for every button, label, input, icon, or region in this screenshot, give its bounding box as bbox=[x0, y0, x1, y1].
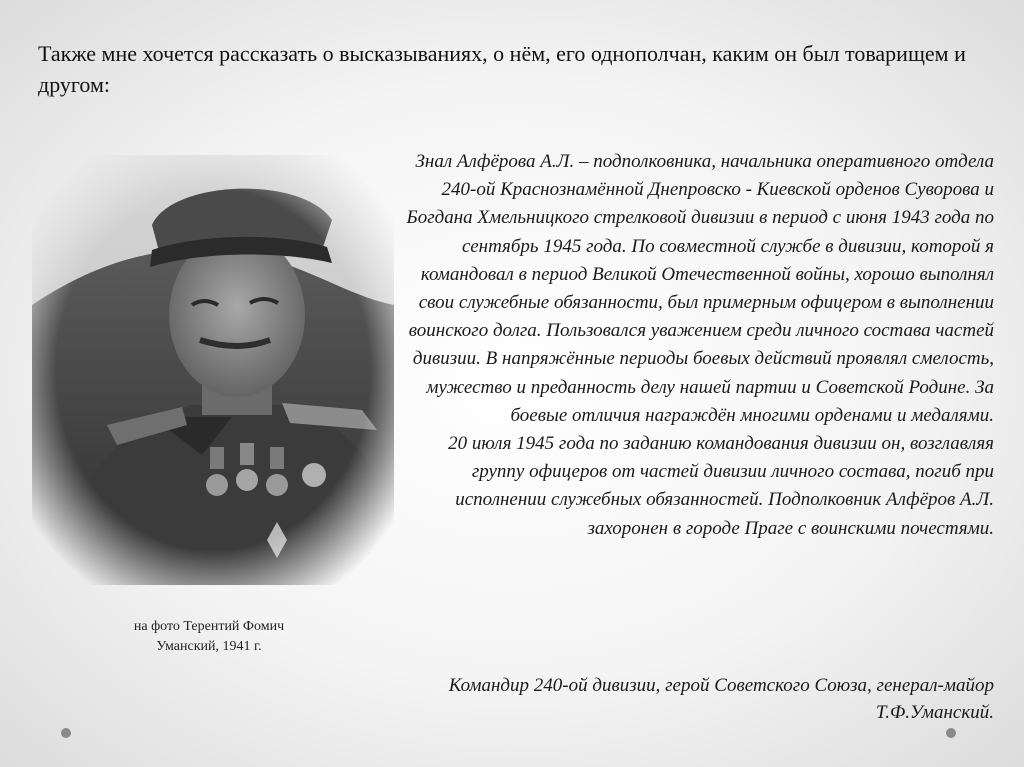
portrait-photo-icon bbox=[32, 155, 394, 585]
portrait-photo bbox=[32, 155, 394, 585]
testimony-paragraph-2: 20 июля 1945 года по заданию командования дивизии он, возглавляя группу офицеров от частей дивизии личного состава, погиб при исполнении служебных обязанностей. Подполковник Алфёров А.Л. захоронен в городе Праге с воинскими почестями. bbox=[448, 433, 994, 539]
testimony-text bbox=[392, 148, 994, 543]
page-heading: Также мне хочется рассказать о высказываниях, о нём, его однополчан, каким он был товарищем и другом: bbox=[38, 41, 966, 97]
photo-caption-line1: на фото Терентий Фомич bbox=[133, 619, 285, 634]
testimony-paragraph-1: Знал Алфёрова А.Л. – подполковника, начальника оперативного отдела 240-ой Краснознамённой Днепровско - Киевской орденов Суворова и Богдана Хмельницкого стрелковой дивизии в период с июня 1943 года по сентябрь 1945 года. По совместной службе в дивизии, которой я командовал в период Великой Отечественной войны, хорошо выполнял свои служебные обязанности, был примерным офицером в выполнении воинского долга. Пользовался уважением среди личного состава частей дивизии. В напряжённые периоды боевых действий проявлял смелость, мужество и преданность делу нашей партии и Советской Родине. За боевые отличия награждён многими орденами и медалями. bbox=[406, 151, 994, 426]
photo-caption bbox=[98, 617, 320, 657]
slide-corner-dot-right bbox=[946, 728, 956, 738]
slide-corner-dot-left bbox=[61, 728, 71, 738]
signature-line: Командир 240-ой дивизии, герой Советского Союза, генерал-майор Т.Ф.Уманский. bbox=[448, 675, 994, 723]
photo-caption-line2: Уманский, 1941 г. bbox=[156, 639, 262, 654]
